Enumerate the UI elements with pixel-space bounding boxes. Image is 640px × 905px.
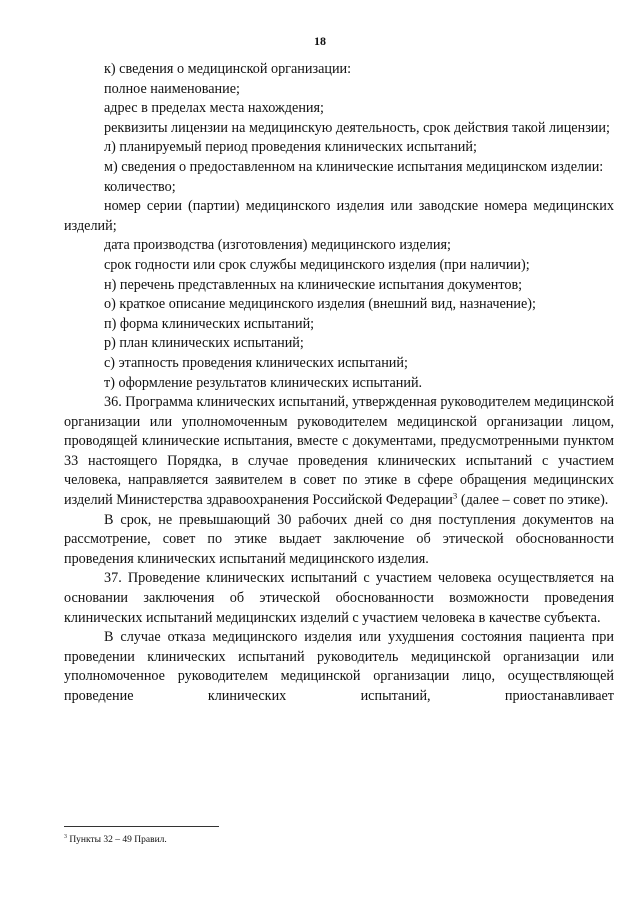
paragraph: дата производства (изготовления) медицинского изделия;	[104, 237, 451, 254]
paragraph: срок годности или срок службы медицинского изделия (при наличии);	[104, 256, 530, 273]
paragraph: В срок, не превышающий 30 рабочих дней со дня поступления документов на рассмотрение, совет по этике выдает заключение об этической обоснованности проведения клинических испытаний медицинского изделия.	[64, 511, 614, 567]
paragraph: к) сведения о медицинской организации:	[104, 61, 352, 77]
paragraph-text: 36. Программа клинических испытаний, утвержденная руководителем медицинской организации или уполномоченным руководителем медицинской организации лицом, проводящей клинические испытания, вместе с документами, предусмотренными пунктом 33 настоящего Порядка, в случае проведения клинических испытаний с участием человека, направляется заявителем в совет по этике в сфере обращения медицинских изделий Министерства здравоохранения Российской Федерации	[64, 394, 614, 509]
paragraph: т) оформление результатов клинических испытаний.	[104, 374, 423, 391]
document-body	[64, 60, 614, 707]
paragraph: полное наименование;	[104, 80, 240, 97]
footnote	[64, 834, 464, 846]
paragraph-tail: (далее – совет по этике).	[457, 492, 609, 509]
paragraph: количество;	[104, 178, 176, 195]
paragraph: адрес в пределах места нахождения;	[104, 100, 324, 117]
paragraph: л) планируемый период проведения клинических испытаний;	[104, 139, 477, 156]
page-number: 18	[314, 34, 326, 48]
paragraph: с) этапность проведения клинических испытаний;	[104, 354, 408, 371]
footnote-divider	[64, 826, 219, 827]
paragraph: В случае отказа медицинского изделия или ухудшения состояния пациента при проведении клинических испытаний руководитель медицинской организации или уполномоченное руководителем медицинской организации лицо, осуществляющей проведение клинических испытаний, приостанавливает	[64, 629, 614, 704]
paragraph: р) план клинических испытаний;	[104, 335, 304, 352]
paragraph-36	[64, 393, 614, 511]
footnote-text: Пункты 32 – 49 Правил.	[66, 835, 167, 845]
paragraph: н) перечень представленных на клинические испытания документов;	[104, 276, 523, 293]
paragraph: о) краткое описание медицинского изделия (внешний вид, назначение);	[104, 296, 536, 313]
paragraph: м) сведения о предоставленном на клинические испытания медицинском изделии:	[104, 158, 604, 175]
footnote-ref: 3	[452, 490, 458, 501]
footnote-mark: 3	[64, 833, 67, 840]
paragraph: п) форма клинических испытаний;	[104, 315, 315, 332]
paragraph: реквизиты лицензии на медицинскую деятельность, срок действия такой лицензии;	[104, 119, 610, 136]
paragraph: номер серии (партии) медицинского изделия или заводские номера медицинских изделий;	[64, 198, 614, 234]
paragraph: 37. Проведение клинических испытаний с участием человека осуществляется на основании заключения об этической обоснованности возможности проведения клинических испытаний медицинских изделий с участием человека в качестве субъекта.	[64, 570, 614, 626]
